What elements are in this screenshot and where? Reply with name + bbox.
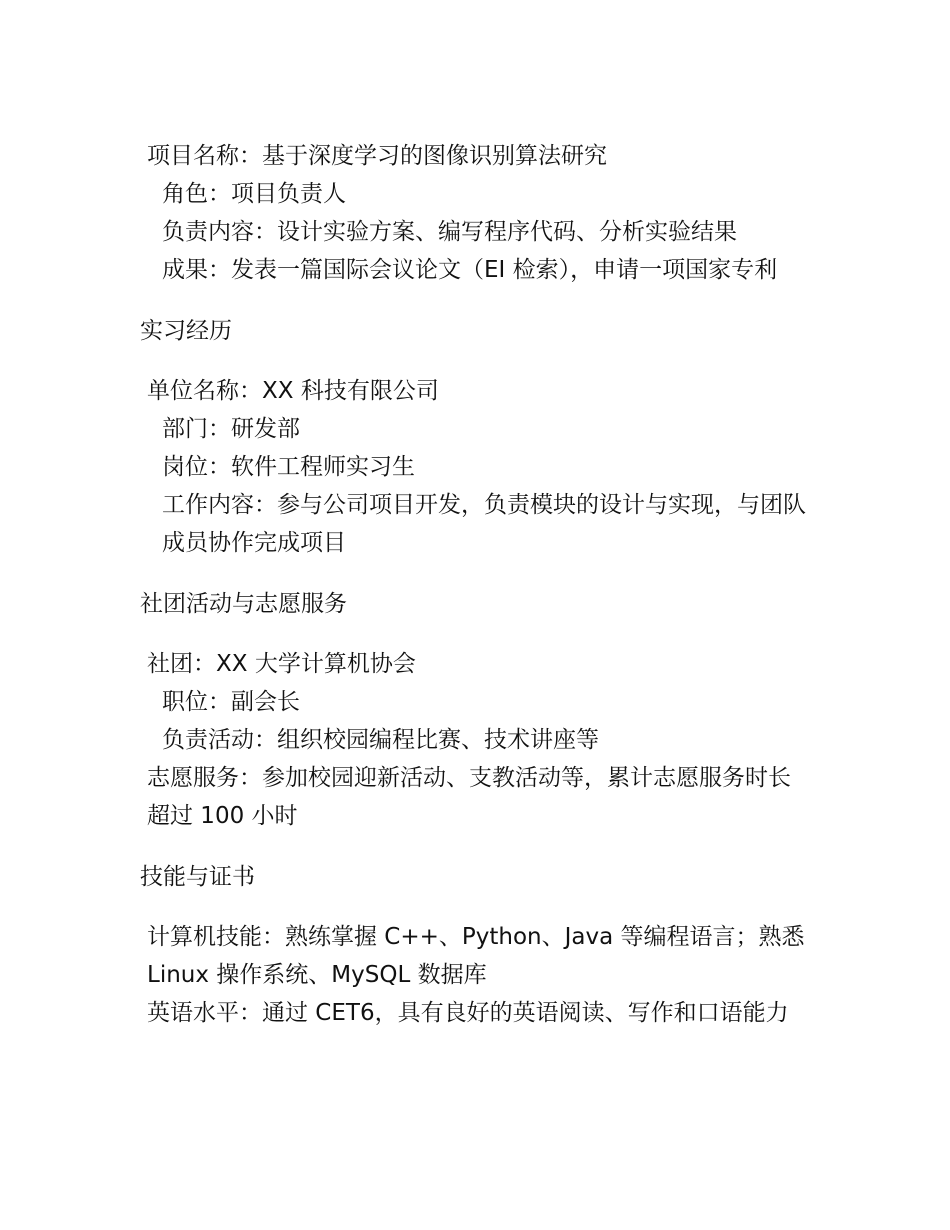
project-role-line: 角色：项目负责人 — [162, 181, 346, 207]
skills-section — [140, 918, 812, 1032]
project-section — [140, 137, 812, 289]
skills-heading: 技能与证书 — [140, 864, 255, 890]
club-heading: 社团活动与志愿服务 — [140, 591, 347, 617]
club-section — [140, 645, 812, 835]
volunteer-line: 志愿服务：参加校园迎新活动、支教活动等，累计志愿服务时长超过 100 小时 — [147, 765, 791, 829]
computer-skills-line: 计算机技能：熟练掌握 C++、Python、Java 等编程语言；熟悉 Linux 操作系统、MySQL 数据库 — [147, 924, 812, 988]
club-name-line: 社团：XX 大学计算机协会 — [147, 651, 416, 677]
internship-section — [140, 372, 812, 562]
project-name-line: 项目名称：基于深度学习的图像识别算法研究 — [147, 143, 607, 169]
project-result-line: 成果：发表一篇国际会议论文（EI 检索），申请一项国家专利 — [162, 257, 778, 283]
project-duty-line: 负责内容：设计实验方案、编写程序代码、分析实验结果 — [162, 219, 737, 245]
internship-heading: 实习经历 — [140, 318, 232, 344]
english-level-line: 英语水平：通过 CET6，具有良好的英语阅读、写作和口语能力 — [147, 1000, 789, 1026]
club-activity-line: 负责活动：组织校园编程比赛、技术讲座等 — [162, 727, 599, 753]
internship-post-line: 岗位：软件工程师实习生 — [162, 454, 415, 480]
internship-dept-line: 部门：研发部 — [162, 416, 300, 442]
club-position-line: 职位：副会长 — [162, 689, 300, 715]
internship-work-line: 工作内容：参与公司项目开发，负责模块的设计与实现，与团队成员协作完成项目 — [162, 492, 806, 556]
internship-company-line: 单位名称：XX 科技有限公司 — [147, 378, 439, 404]
resume-page — [140, 137, 812, 1032]
